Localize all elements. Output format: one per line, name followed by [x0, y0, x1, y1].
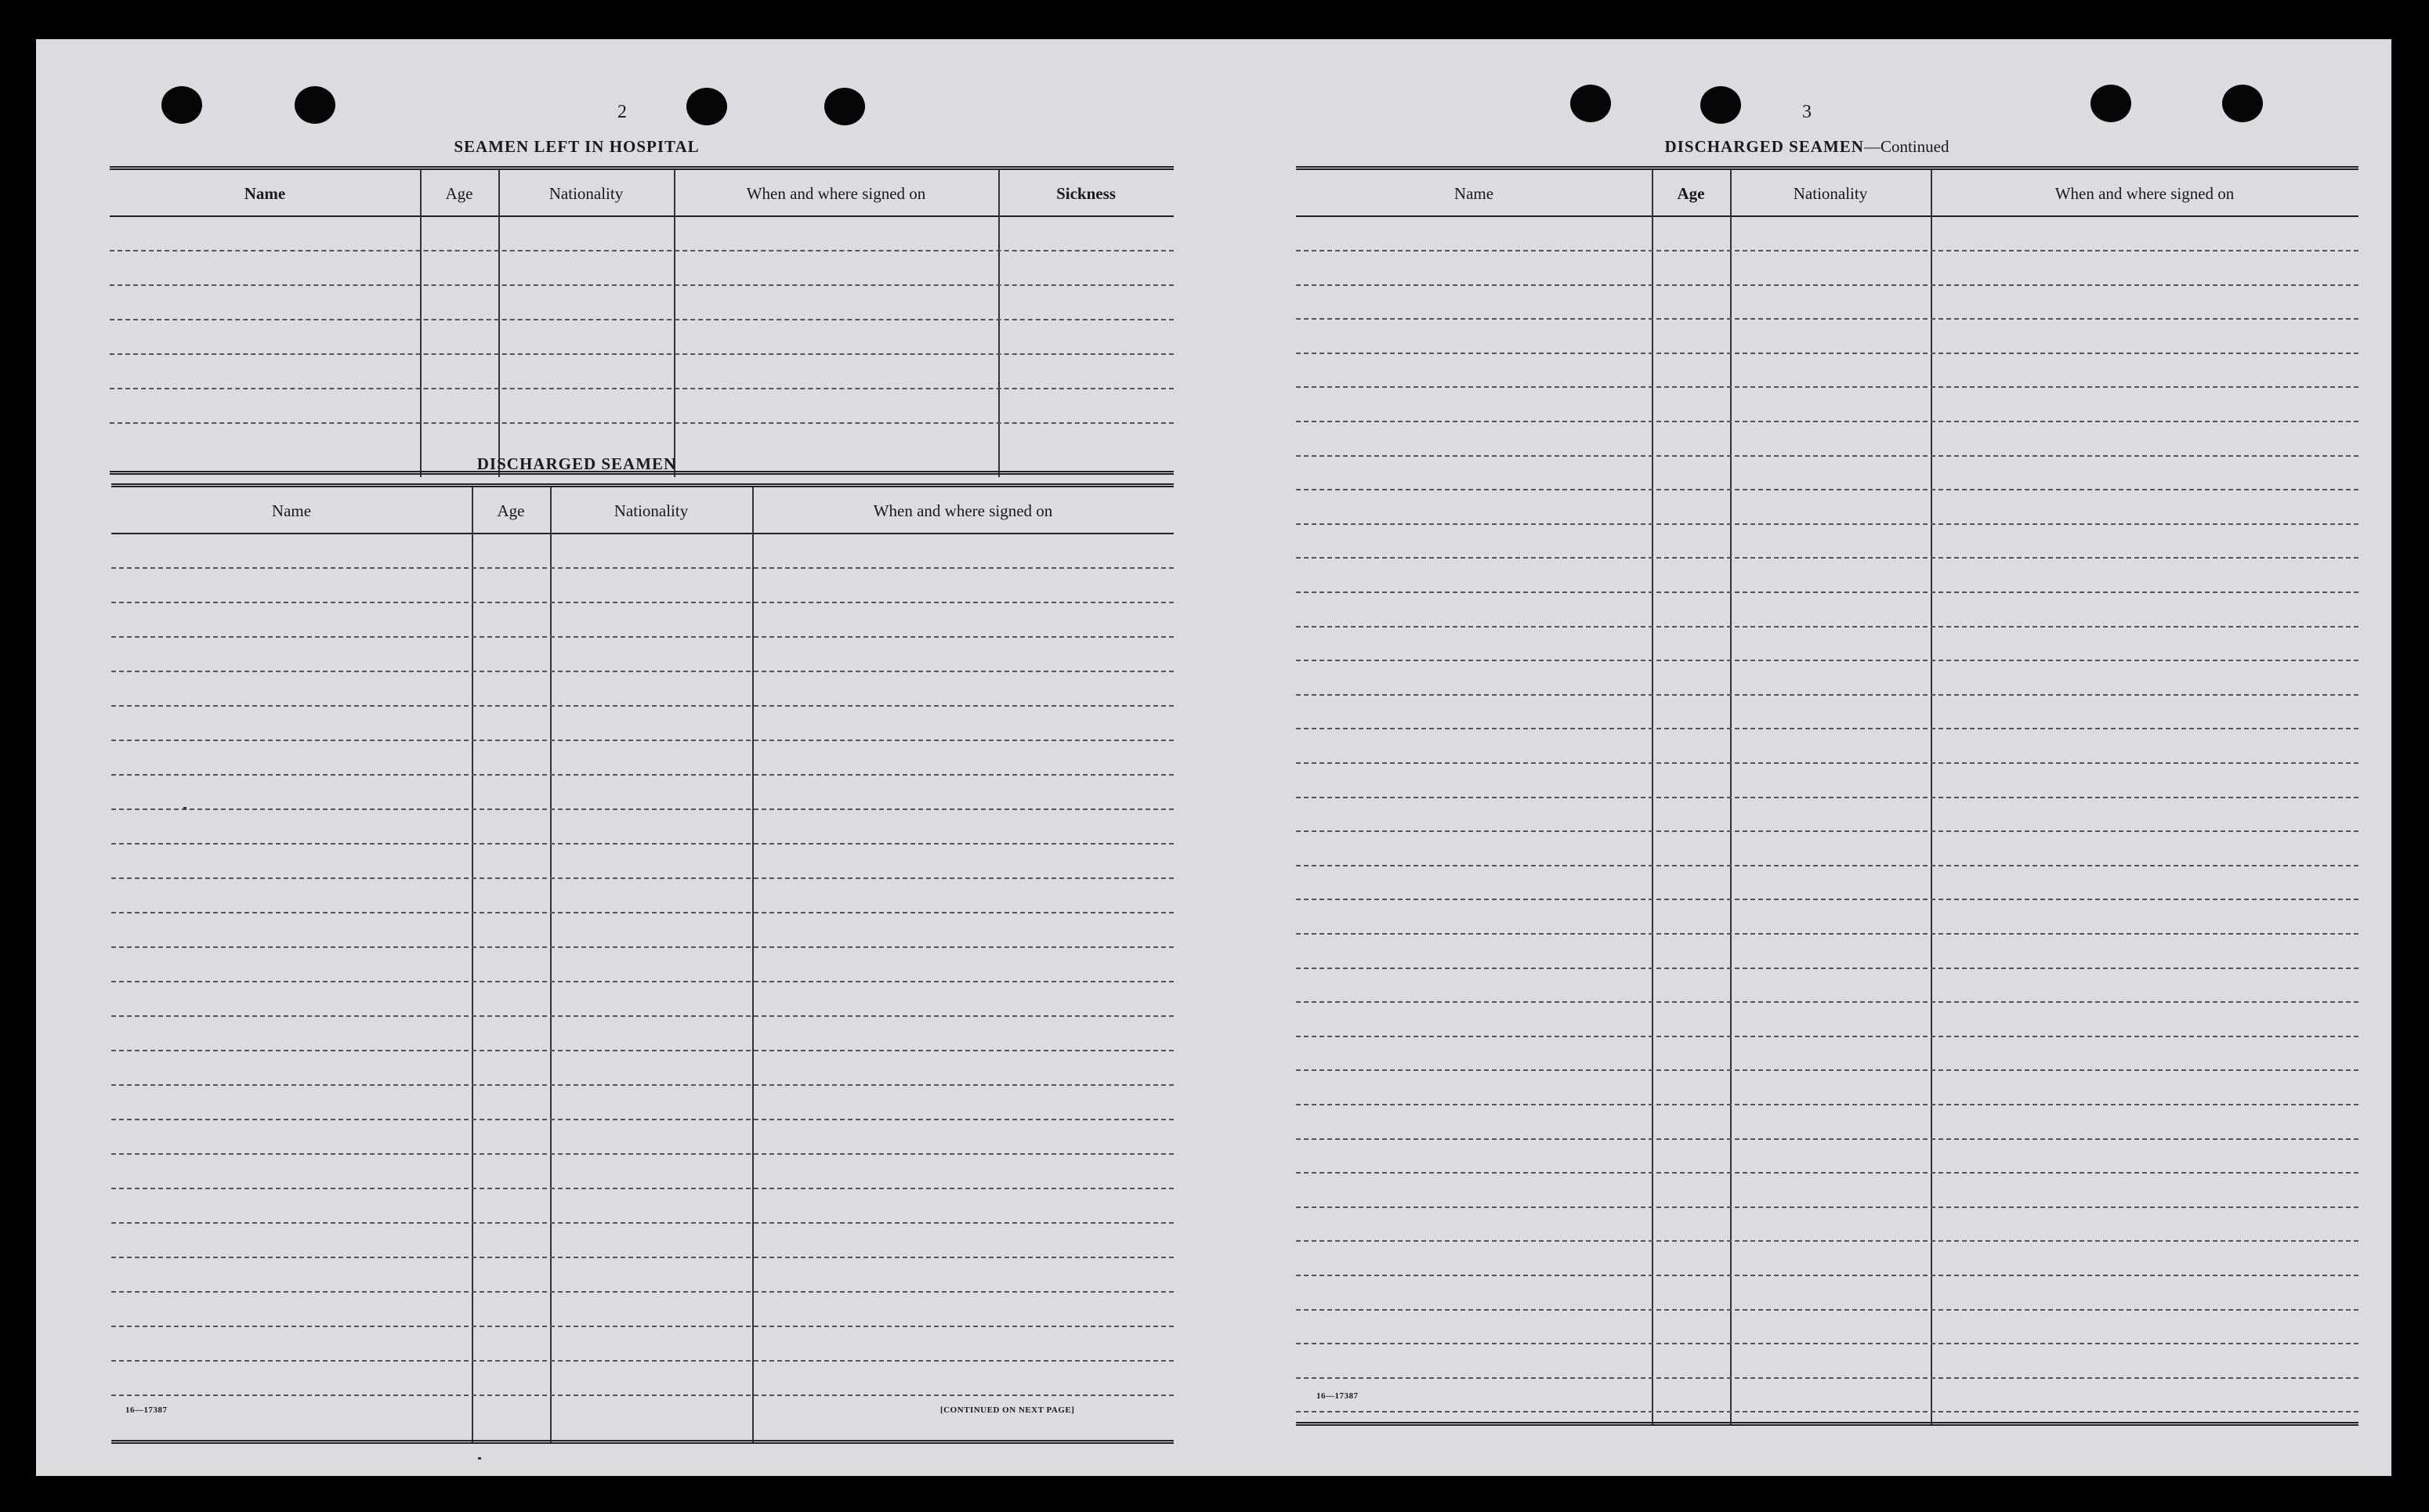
binder-hole	[2091, 85, 2131, 122]
column-divider	[498, 170, 500, 477]
binder-hole	[824, 88, 865, 125]
blank-row-line	[1296, 353, 2358, 354]
column-header-name: Name	[244, 184, 286, 203]
binder-hole	[295, 86, 335, 124]
blank-row-line	[1296, 1343, 2358, 1344]
blank-row-line	[110, 284, 1174, 286]
column-divider	[550, 487, 552, 1443]
binder-hole	[1570, 85, 1611, 122]
blank-row-line	[110, 388, 1174, 389]
column-header-nationality: Nationality	[548, 184, 624, 203]
blank-row-line	[111, 671, 1174, 672]
discharged-continued-title	[1572, 137, 2042, 157]
form-code: 16—17387	[125, 1405, 168, 1415]
column-header-name: Name	[271, 501, 312, 520]
discharged-continued-table-header	[1296, 170, 2358, 217]
blank-row-line	[1296, 421, 2358, 422]
blank-row-line	[1296, 1240, 2358, 1242]
blank-row-line	[111, 1015, 1174, 1017]
blank-row-line	[110, 353, 1174, 355]
blank-row-line	[111, 774, 1174, 776]
blank-row-line	[1296, 489, 2358, 490]
blank-row-line	[1296, 968, 2358, 969]
hospital-section-title: SEAMEN LEFT IN HOSPITAL	[454, 137, 700, 156]
blank-row-line	[1296, 1104, 2358, 1105]
blank-row-line	[1296, 694, 2358, 696]
blank-row-line	[1296, 284, 2358, 286]
blank-row-line	[1296, 250, 2358, 251]
blank-row-line	[111, 808, 1174, 810]
blank-row-line	[1296, 1138, 2358, 1140]
blank-row-line	[1296, 1309, 2358, 1311]
blank-row-line	[1296, 1036, 2358, 1037]
blank-row-line	[111, 1153, 1174, 1155]
column-divider	[752, 487, 754, 1443]
blank-row-line	[1296, 728, 2358, 729]
hospital-table	[110, 166, 1174, 477]
document-paper	[36, 39, 2391, 1476]
column-header-age: Age	[497, 501, 525, 520]
blank-row-line	[111, 1360, 1174, 1362]
blank-row-line	[1296, 626, 2358, 628]
blank-row-line	[1296, 591, 2358, 593]
column-header-signed-on: When and where signed on	[873, 501, 1053, 520]
blank-row-line	[1296, 1275, 2358, 1276]
column-header-nationality: Nationality	[1793, 184, 1868, 203]
blank-row-line	[1296, 660, 2358, 661]
blank-row-line	[111, 1188, 1174, 1189]
blank-row-line	[111, 1050, 1174, 1051]
blank-row-line	[1296, 523, 2358, 525]
discharged-table-header	[111, 487, 1174, 534]
column-header-age: Age	[1677, 184, 1705, 203]
blank-row-line	[110, 319, 1174, 320]
page-number: 2	[617, 102, 627, 122]
column-header-signed-on: When and where signed on	[2054, 184, 2235, 203]
blank-row-line	[111, 1326, 1174, 1327]
hospital-table-header	[110, 170, 1174, 217]
discharged-table	[111, 483, 1174, 1448]
blank-row-line	[1296, 1411, 2358, 1413]
binder-hole	[161, 86, 202, 124]
blank-row-line	[1296, 933, 2358, 935]
blank-row-line	[111, 1394, 1174, 1396]
blank-row-line	[111, 1084, 1174, 1086]
blank-row-line	[1296, 797, 2358, 798]
blank-row-line	[111, 602, 1174, 603]
column-divider	[420, 170, 422, 477]
blank-row-line	[111, 1222, 1174, 1224]
blank-row-line	[1296, 830, 2358, 832]
binder-hole	[686, 88, 727, 125]
discharged-section-title: DISCHARGED SEAMEN	[476, 454, 677, 473]
blank-row-line	[110, 250, 1174, 251]
ink-speck	[478, 1457, 481, 1460]
blank-row-line	[1296, 1377, 2358, 1379]
blank-row-line	[111, 843, 1174, 845]
blank-row-line	[1296, 1069, 2358, 1071]
blank-row-line	[1296, 865, 2358, 866]
blank-row-line	[1296, 1172, 2358, 1174]
title-main: DISCHARGED SEAMEN	[1664, 137, 1864, 156]
blank-row-line	[110, 422, 1174, 424]
table-bottom-rule	[1296, 1422, 2358, 1426]
column-header-age: Age	[445, 184, 473, 203]
discharged-continued-table	[1296, 166, 2358, 1430]
ink-speck	[183, 807, 186, 809]
column-header-nationality: Nationality	[614, 501, 689, 520]
blank-row-line	[111, 877, 1174, 879]
blank-row-line	[1296, 318, 2358, 320]
column-divider	[472, 487, 473, 1443]
continued-note: [CONTINUED ON NEXT PAGE]	[940, 1405, 1075, 1415]
column-header-signed-on: When and where signed on	[746, 184, 926, 203]
column-header-sickness: Sickness	[1056, 184, 1116, 203]
form-code: 16—17387	[1316, 1391, 1359, 1401]
binder-hole	[2222, 85, 2263, 122]
binder-hole	[1700, 86, 1741, 124]
blank-row-line	[111, 705, 1174, 707]
blank-row-line	[111, 946, 1174, 948]
column-divider	[998, 170, 1000, 477]
blank-row-line	[1296, 1206, 2358, 1208]
blank-row-line	[111, 1257, 1174, 1258]
blank-row-line	[111, 912, 1174, 913]
blank-row-line	[1296, 762, 2358, 764]
blank-row-line	[1296, 1001, 2358, 1003]
blank-row-line	[1296, 557, 2358, 559]
table-bottom-rule	[111, 1440, 1174, 1444]
column-divider	[674, 170, 675, 477]
blank-row-line	[1296, 899, 2358, 900]
blank-row-line	[1296, 455, 2358, 457]
blank-row-line	[111, 636, 1174, 638]
title-continued: —Continued	[1863, 137, 1949, 156]
column-header-name: Name	[1453, 184, 1494, 203]
page-number: 3	[1802, 102, 1812, 122]
blank-row-line	[1296, 386, 2358, 388]
blank-row-line	[111, 981, 1174, 982]
blank-row-line	[111, 1119, 1174, 1120]
blank-row-line	[111, 740, 1174, 741]
blank-row-line	[111, 567, 1174, 569]
blank-row-line	[111, 1291, 1174, 1293]
